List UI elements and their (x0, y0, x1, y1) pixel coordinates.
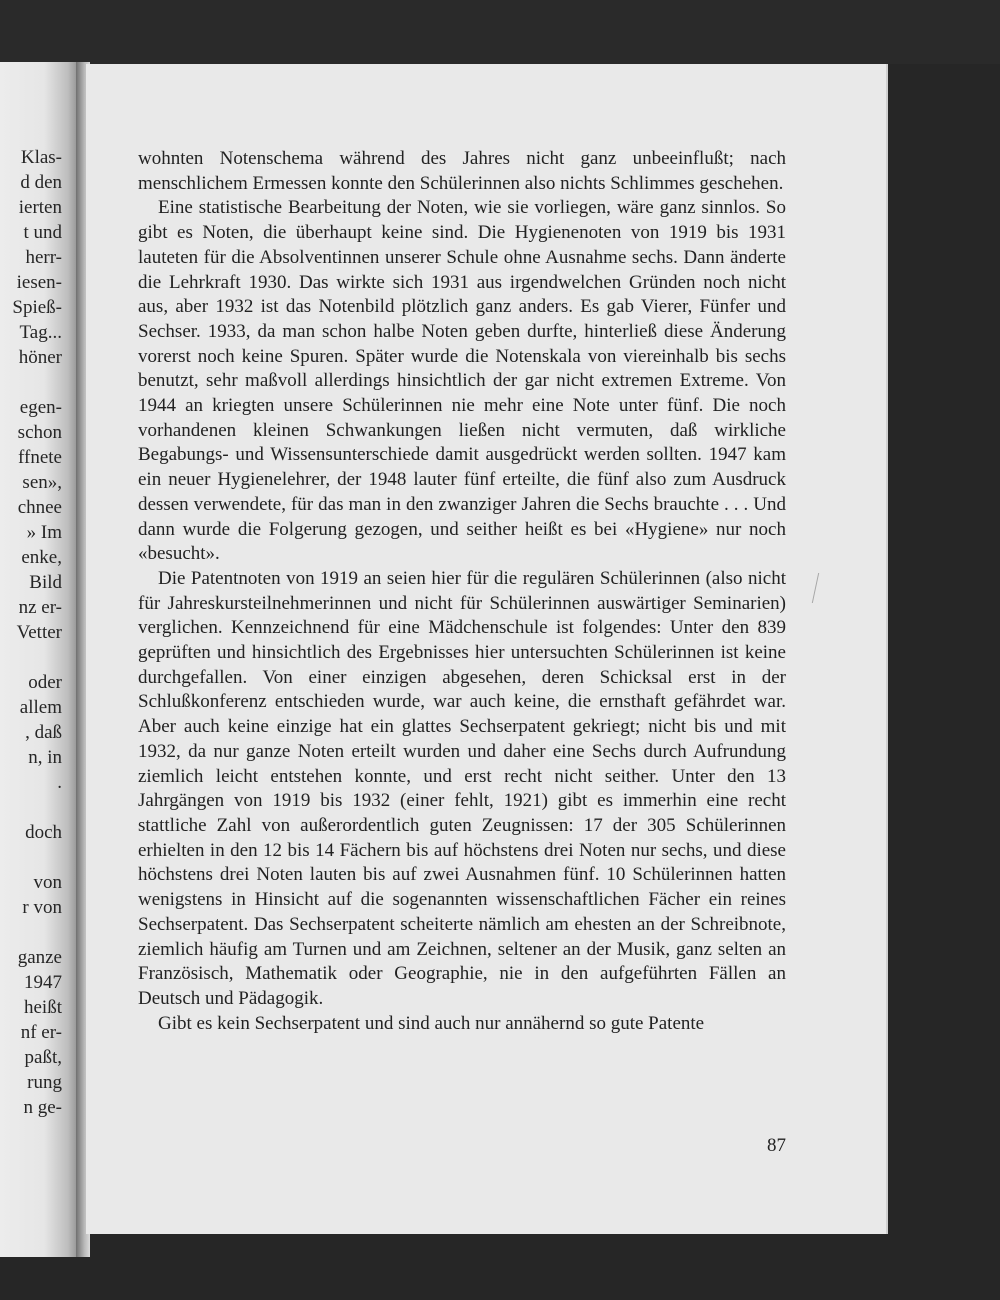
left-page-line: n, in (28, 747, 62, 768)
left-page-line: 1947 (24, 972, 62, 993)
left-page-line: Vetter (16, 622, 62, 643)
left-page-line: schon (17, 422, 62, 443)
left-page-line: » Im (26, 522, 62, 543)
left-page-line: herr- (25, 247, 62, 268)
left-page-edge (0, 62, 80, 1257)
left-page-line: n ge- (23, 1097, 62, 1118)
left-page-line: doch (25, 822, 62, 843)
left-page-line: iesen- (16, 272, 62, 293)
left-page-line: Tag... (19, 322, 62, 343)
left-page-line: d den (20, 172, 62, 193)
left-page-line: sen», (22, 472, 62, 493)
paragraph: wohnten Notenschema während des Jahres nicht ganz unbeeinflußt; nach menschlichem Ermessen konnte den Schülerinnen also nichts Schlimmes geschehen. (138, 148, 786, 194)
left-page-line: t und (23, 222, 62, 243)
scan-background (0, 0, 1000, 64)
paragraph: Eine statistische Bearbeitung der Noten, wie sie vorliegen, wäre ganz sinnlos. So gibt es Noten, die überhaupt keine sind. Die Hygienenoten von 1919 bis 1931 lauteten für die Absolventinnen unserer Schule ohne Ausnahme sechs. Dann änderte die Lehrkraft 1930. Das wirkte sich 1931 aus irgendwelchen Gründen noch nicht aus, aber 1932 ist das Notenbild plötzlich ganz anders. Es gab Vierer, Fünfer und Sechser. 1933, da man schon halbe Noten geben durfte, hinterließ diese Änderung vorerst noch keine Spuren. Später wurde die Notenskala von viereinhalb bis sechs benutzt, sehr maßvoll allerdings hinsichtlich der gar nicht extremen Extreme. Von 1944 an kriegten unsere Schülerinnen nie mehr eine Note unter fünf. Die noch vorhandenen kleinen Schwankungen ließen nicht vermuten, daß wirkliche Begabungs- und Wissensunterschiede damit ausgedrückt werden sollten. 1947 kam ein neuer Hygienelehrer, der 1948 lauter fünf erteilte, die fünf also zum Ausdruck dessen verwendete, für das man in den zwanziger Jahren die Sechs brauchte . . . Und dann wurde die Folgerung gezogen, und seither heißt es bei «Hygiene» nur noch «besucht». (138, 197, 786, 565)
left-page-line: ierten (18, 197, 62, 218)
page-number: 87 (767, 1135, 786, 1156)
left-page-line: allem (19, 697, 62, 718)
margin-pencil-mark (812, 573, 825, 603)
left-page-line: . (57, 772, 62, 793)
paragraph: Gibt es kein Sechserpatent und sind auch nur annähernd so gute Patente (158, 1012, 705, 1034)
left-page-line: egen- (19, 397, 62, 418)
right-page (86, 64, 886, 1234)
left-page-line: paßt, (24, 1047, 62, 1068)
left-page-line: ffnete (18, 447, 62, 468)
left-page-line: enke, (21, 547, 62, 568)
left-page-line: Spieß- (12, 297, 62, 318)
left-page-line: nz er- (18, 597, 62, 618)
left-page-line: rung (27, 1072, 62, 1093)
left-page-line: oder (28, 672, 62, 693)
left-page-line: von (33, 872, 62, 893)
body-text (138, 147, 786, 1036)
paragraph: Die Patentnoten von 1919 an seien hier für die regulären Schülerinnen (also nicht für Jahreskursteilnehmerinnen und nicht für Schülerinnen auswärtiger Seminarien) verglichen. Kennzeichnend für eine Mädchenschule ist folgendes: Unter den 839 geprüften und hinsichtlich des Ergebnisses hier untersuchten Schülerinnen ist keine durchgefallen. Von einer einzigen abgesehen, deren Schicksal erst in der Schlußkonferenz entschieden wurde, war auch keine, die ernsthaft gefährdet war. Aber auch keine einzige hat ein glattes Sechserpatent gekriegt; nicht bis und mit 1932, da nur ganze Noten erteilt wurden und daher eine Sechs durch Aufrundung ziemlich leicht entstehen konnte, und erst recht nicht seither. Unter den 13 Jahrgängen von 1919 bis 1932 (einer fehlt, 1921) gibt es immerhin eine recht stattliche Zahl von außerordentlich guten Zeugnissen: 17 der 305 Schülerinnen erhielten in den 12 bis 14 Fächern bis auf höchstens drei Noten nur sechs, und diese höchstens drei Noten lauten bis auf zwei Ausnahmen fünf. 10 Schülerinnen hatten wenigstens in Hinsicht auf die sogenannten wissenschaftlichen Fächer ein reines Sechserpatent. Das Sechserpatent scheiterte nämlich am ehesten an der Schreibnote, ziemlich häufig am Turnen und am Zeichnen, seltener an der Musik, ganz selten an Französisch, Mathematik oder Geographie, nie in den aufgeführten Fällen an Deutsch und Pädagogik. (138, 567, 786, 1009)
left-page-line: r von (22, 897, 62, 918)
left-page-line: chnee (17, 497, 62, 518)
left-page-line: ganze (17, 947, 62, 968)
left-page-line: Bild (29, 572, 62, 593)
left-page-line: , daß (25, 722, 62, 743)
left-page-line: nf er- (20, 1022, 62, 1043)
left-page-line: heißt (24, 997, 62, 1018)
left-page-line: Klas- (20, 147, 62, 168)
left-page-line: höner (18, 347, 62, 368)
